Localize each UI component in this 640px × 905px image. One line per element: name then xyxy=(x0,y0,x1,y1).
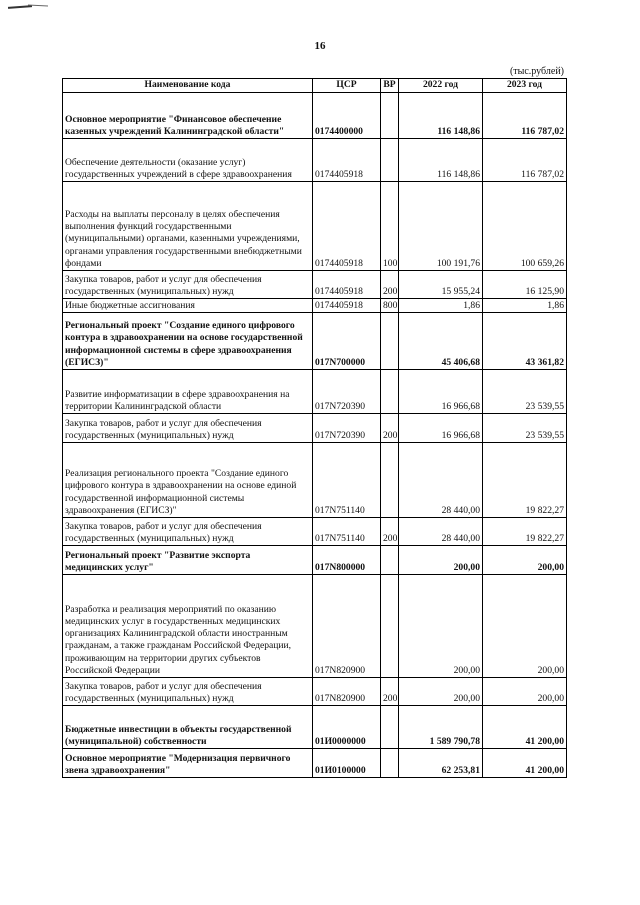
cell-name: Основное мероприятие "Финансовое обеспечение казенных учреждений Калининградской области" xyxy=(63,93,313,139)
cell-2023: 23 539,55 xyxy=(483,370,567,414)
cell-name: Реализация регионального проекта "Создание единого цифрового контура в здравоохранении на основе единой государственной информационной системы здравоохранения (ЕГИСЗ)" xyxy=(63,443,313,518)
header-name: Наименование кода xyxy=(63,79,313,93)
cell-name: Закупка товаров, работ и услуг для обеспечения государственных (муниципальных) нужд xyxy=(63,678,313,706)
table-row xyxy=(63,414,567,443)
cell-2023: 200,00 xyxy=(483,546,567,575)
table-row xyxy=(63,678,567,706)
table-row xyxy=(63,370,567,414)
cell-name: Разработка и реализация мероприятий по оказанию медицинских услуг в государственных медицинских организациях Калининградской области иностранным гражданам, а также гражданам Российской Федерации, проживающим на территории других субъектов Российской Федерации xyxy=(63,575,313,678)
cell-2022: 200,00 xyxy=(399,546,483,575)
cell-name: Иные бюджетные ассигнования xyxy=(63,299,313,313)
cell-2022: 15 955,24 xyxy=(399,271,483,299)
cell-2022: 200,00 xyxy=(399,678,483,706)
table-body xyxy=(63,93,567,778)
table-row xyxy=(63,299,567,313)
table-row xyxy=(63,139,567,182)
header-2022: 2022 год xyxy=(399,79,483,93)
table-row xyxy=(63,443,567,518)
cell-csr: 017N720390 xyxy=(313,370,381,414)
cell-vr xyxy=(381,706,399,749)
cell-vr: 200 xyxy=(381,414,399,443)
header-vr: ВР xyxy=(381,79,399,93)
cell-vr: 200 xyxy=(381,271,399,299)
table-header-row xyxy=(63,79,567,93)
cell-csr: 0174405918 xyxy=(313,271,381,299)
budget-table xyxy=(62,78,567,778)
cell-2023: 43 361,82 xyxy=(483,313,567,370)
cell-vr: 200 xyxy=(381,678,399,706)
cell-2023: 116 787,02 xyxy=(483,93,567,139)
cell-2022: 16 966,68 xyxy=(399,414,483,443)
cell-csr: 017N751140 xyxy=(313,443,381,518)
header-csr: ЦСР xyxy=(313,79,381,93)
cell-2022: 100 191,76 xyxy=(399,182,483,271)
table-row xyxy=(63,546,567,575)
cell-2023: 116 787,02 xyxy=(483,139,567,182)
cell-name: Бюджетные инвестиции в объекты государственной (муниципальной) собственности xyxy=(63,706,313,749)
cell-vr xyxy=(381,93,399,139)
cell-2023: 100 659,26 xyxy=(483,182,567,271)
table-row xyxy=(63,749,567,778)
cell-2022: 45 406,68 xyxy=(399,313,483,370)
cell-2022: 16 966,68 xyxy=(399,370,483,414)
cell-vr: 800 xyxy=(381,299,399,313)
table-row xyxy=(63,313,567,370)
cell-csr: 017N800000 xyxy=(313,546,381,575)
cell-2023: 200,00 xyxy=(483,575,567,678)
cell-csr: 017N820900 xyxy=(313,575,381,678)
cell-csr: 017N820900 xyxy=(313,678,381,706)
page-number: 16 xyxy=(314,40,326,52)
units-label: (тыс.рублей) xyxy=(509,66,564,77)
table-row xyxy=(63,93,567,139)
cell-csr: 017N751140 xyxy=(313,518,381,546)
cell-2023: 200,00 xyxy=(483,678,567,706)
scan-artifact xyxy=(8,5,32,9)
table-row xyxy=(63,518,567,546)
cell-csr: 01И0000000 xyxy=(313,706,381,749)
cell-csr: 0174405918 xyxy=(313,299,381,313)
cell-2022: 116 148,86 xyxy=(399,93,483,139)
table-row xyxy=(63,706,567,749)
cell-2023: 41 200,00 xyxy=(483,706,567,749)
cell-name: Расходы на выплаты персоналу в целях обеспечения выполнения функций государственными (муниципальными) органами, казенными учреждениями, органами управления государственными внебюджетными фондами xyxy=(63,182,313,271)
cell-2023: 16 125,90 xyxy=(483,271,567,299)
header-2023: 2023 год xyxy=(483,79,567,93)
cell-vr: 100 xyxy=(381,182,399,271)
cell-csr: 01И0100000 xyxy=(313,749,381,778)
cell-name: Обеспечение деятельности (оказание услуг) государственных учреждений в сфере здравоохранения xyxy=(63,139,313,182)
cell-vr xyxy=(381,575,399,678)
cell-name: Закупка товаров, работ и услуг для обеспечения государственных (муниципальных) нужд xyxy=(63,271,313,299)
cell-name: Закупка товаров, работ и услуг для обеспечения государственных (муниципальных) нужд xyxy=(63,518,313,546)
cell-2023: 19 822,27 xyxy=(483,443,567,518)
cell-vr xyxy=(381,139,399,182)
table-row xyxy=(63,182,567,271)
cell-csr: 017N720390 xyxy=(313,414,381,443)
cell-2023: 19 822,27 xyxy=(483,518,567,546)
cell-2022: 116 148,86 xyxy=(399,139,483,182)
cell-vr xyxy=(381,749,399,778)
cell-name: Развитие информатизации в сфере здравоохранения на территории Калининградской области xyxy=(63,370,313,414)
cell-name: Региональный проект "Развитие экспорта медицинских услуг" xyxy=(63,546,313,575)
cell-name: Региональный проект "Создание единого цифрового контура в здравоохранении на основе государственной информационной системы в сфере здравоохранения (ЕГИСЗ)" xyxy=(63,313,313,370)
table-row xyxy=(63,271,567,299)
cell-vr xyxy=(381,370,399,414)
cell-name: Основное мероприятие "Модернизация первичного звена здравоохранения" xyxy=(63,749,313,778)
table-row xyxy=(63,575,567,678)
cell-2022: 28 440,00 xyxy=(399,518,483,546)
cell-csr: 0174405918 xyxy=(313,182,381,271)
cell-vr xyxy=(381,443,399,518)
cell-vr xyxy=(381,546,399,575)
cell-2023: 23 539,55 xyxy=(483,414,567,443)
cell-2022: 1 589 790,78 xyxy=(399,706,483,749)
cell-2022: 1,86 xyxy=(399,299,483,313)
cell-2023: 41 200,00 xyxy=(483,749,567,778)
cell-2023: 1,86 xyxy=(483,299,567,313)
cell-vr xyxy=(381,313,399,370)
cell-2022: 62 253,81 xyxy=(399,749,483,778)
cell-2022: 28 440,00 xyxy=(399,443,483,518)
cell-vr: 200 xyxy=(381,518,399,546)
cell-csr: 0174405918 xyxy=(313,139,381,182)
cell-csr: 0174400000 xyxy=(313,93,381,139)
cell-2022: 200,00 xyxy=(399,575,483,678)
cell-name: Закупка товаров, работ и услуг для обеспечения государственных (муниципальных) нужд xyxy=(63,414,313,443)
cell-csr: 017N700000 xyxy=(313,313,381,370)
